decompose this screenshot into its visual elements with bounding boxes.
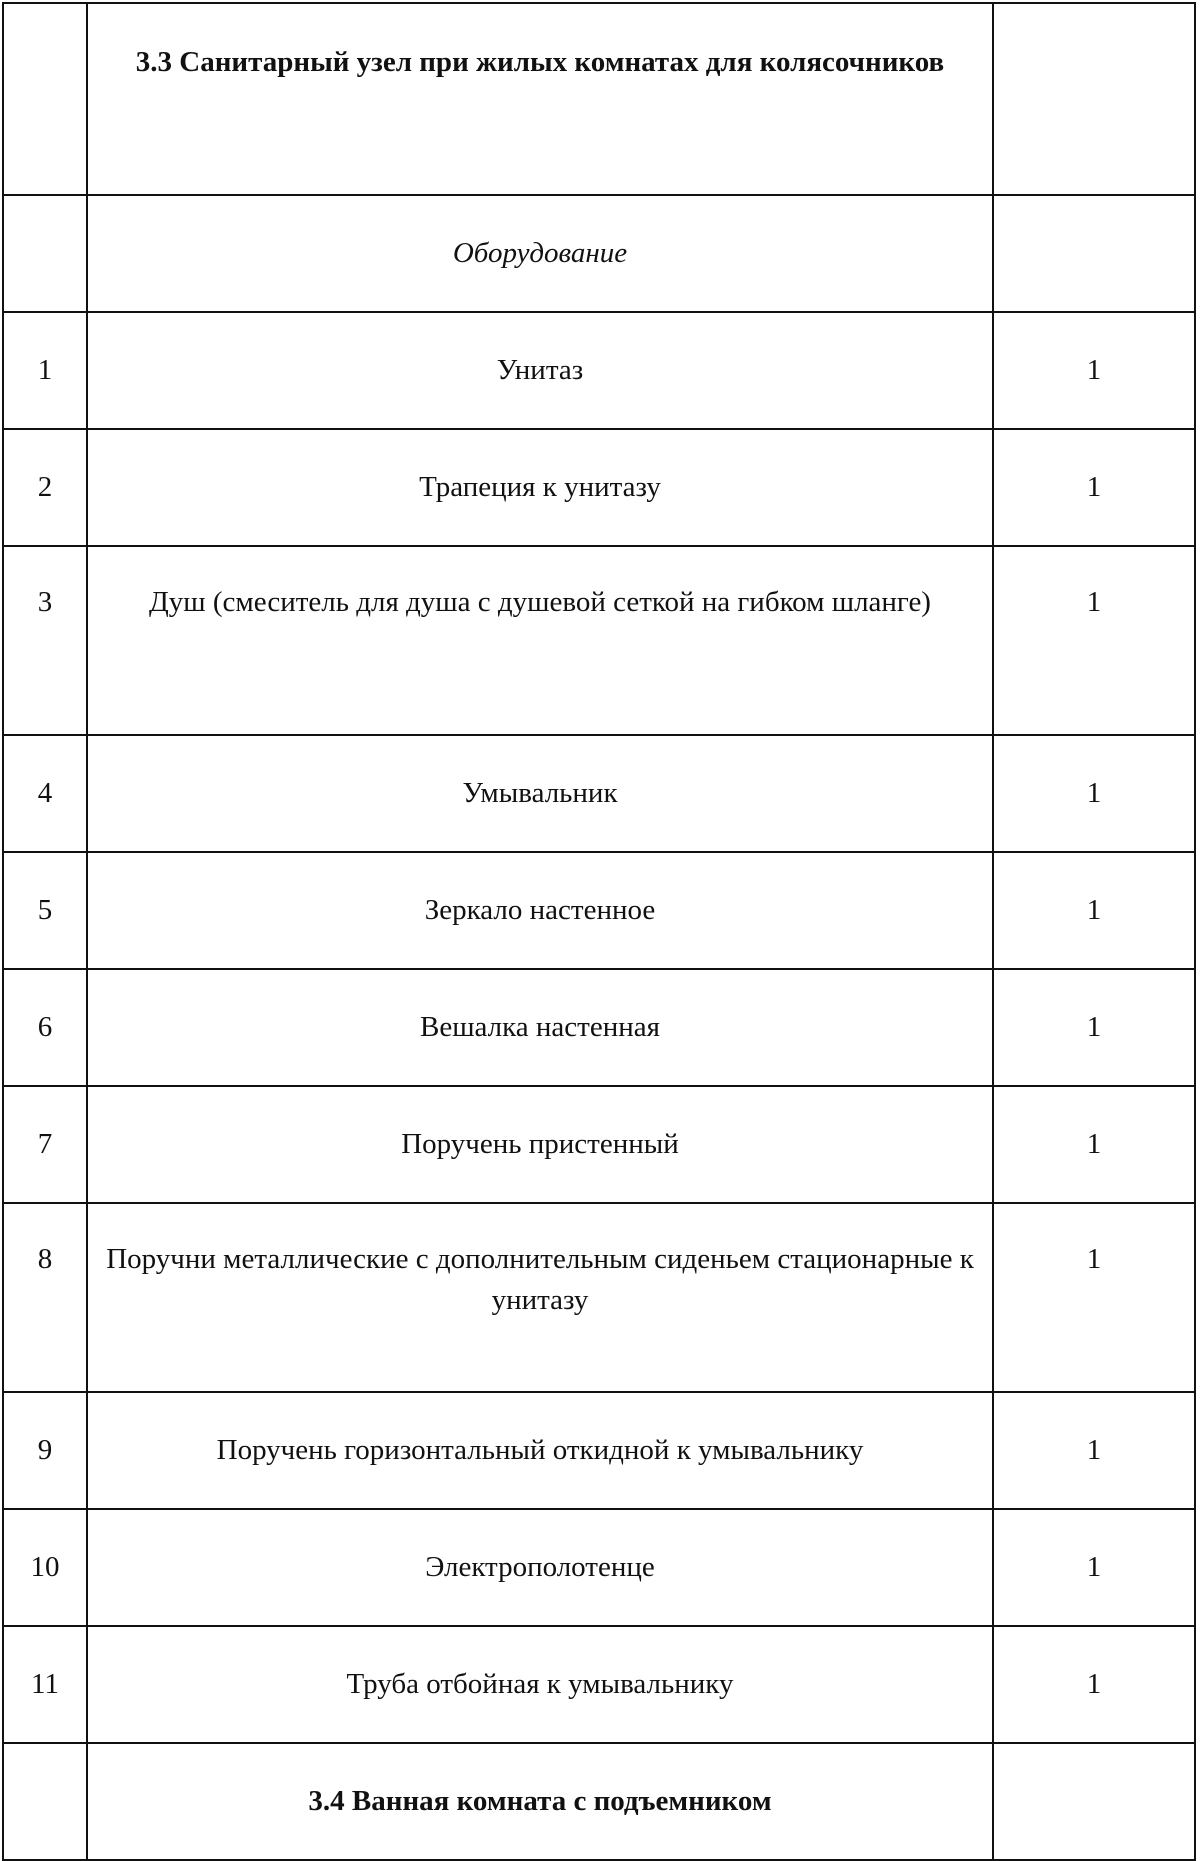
- item-name: Поручень горизонтальный откидной к умывальнику: [87, 1392, 993, 1509]
- row-number: 9: [3, 1392, 87, 1509]
- table-row: [3, 1509, 1195, 1626]
- row-number: 1: [3, 312, 87, 429]
- row-number: 10: [3, 1509, 87, 1626]
- subheading-row: [3, 195, 1195, 312]
- row-number: 7: [3, 1086, 87, 1203]
- item-name: Поручень пристенный: [87, 1086, 993, 1203]
- table-row: [3, 1203, 1195, 1392]
- item-quantity: 1: [993, 1509, 1195, 1626]
- table-row: [3, 546, 1195, 735]
- empty-num-cell: [3, 1743, 87, 1860]
- table-row: [3, 312, 1195, 429]
- item-quantity: 1: [993, 1392, 1195, 1509]
- item-name: Труба отбойная к умывальнику: [87, 1626, 993, 1743]
- item-quantity: 1: [993, 852, 1195, 969]
- table-row: [3, 1086, 1195, 1203]
- equipment-table: [2, 2, 1196, 1861]
- section-heading: 3.4 Ванная комната с подъемником: [87, 1743, 993, 1860]
- item-quantity: 1: [993, 969, 1195, 1086]
- row-number: 6: [3, 969, 87, 1086]
- item-quantity: 1: [993, 1203, 1195, 1392]
- item-name: Поручни металлические с дополнительным сиденьем стационарные к унитазу: [87, 1203, 993, 1392]
- empty-qty-cell: [993, 195, 1195, 312]
- table-row: [3, 429, 1195, 546]
- row-number: 8: [3, 1203, 87, 1392]
- row-number: 11: [3, 1626, 87, 1743]
- item-quantity: 1: [993, 312, 1195, 429]
- item-quantity: 1: [993, 429, 1195, 546]
- row-number: 2: [3, 429, 87, 546]
- table-row: [3, 969, 1195, 1086]
- item-name: Зеркало настенное: [87, 852, 993, 969]
- empty-qty-cell: [993, 3, 1195, 195]
- row-number: 3: [3, 546, 87, 735]
- empty-num-cell: [3, 3, 87, 195]
- item-name: Душ (смеситель для душа с душевой сеткой на гибком шланге): [87, 546, 993, 735]
- table-row: [3, 1392, 1195, 1509]
- item-name: Умывальник: [87, 735, 993, 852]
- section-heading-row: [3, 3, 1195, 195]
- item-quantity: 1: [993, 1626, 1195, 1743]
- empty-num-cell: [3, 195, 87, 312]
- section-heading-row: [3, 1743, 1195, 1860]
- item-name: Трапеция к унитазу: [87, 429, 993, 546]
- table-row: [3, 852, 1195, 969]
- item-name: Унитаз: [87, 312, 993, 429]
- item-name: Электрополотенце: [87, 1509, 993, 1626]
- item-name: Вешалка настенная: [87, 969, 993, 1086]
- item-quantity: 1: [993, 1086, 1195, 1203]
- section-heading: 3.3 Санитарный узел при жилых комнатах для колясочников: [87, 3, 993, 195]
- row-number: 5: [3, 852, 87, 969]
- equipment-subheading: Оборудование: [87, 195, 993, 312]
- item-quantity: 1: [993, 735, 1195, 852]
- table-row: [3, 735, 1195, 852]
- table-row: [3, 1626, 1195, 1743]
- item-quantity: 1: [993, 546, 1195, 735]
- empty-qty-cell: [993, 1743, 1195, 1860]
- row-number: 4: [3, 735, 87, 852]
